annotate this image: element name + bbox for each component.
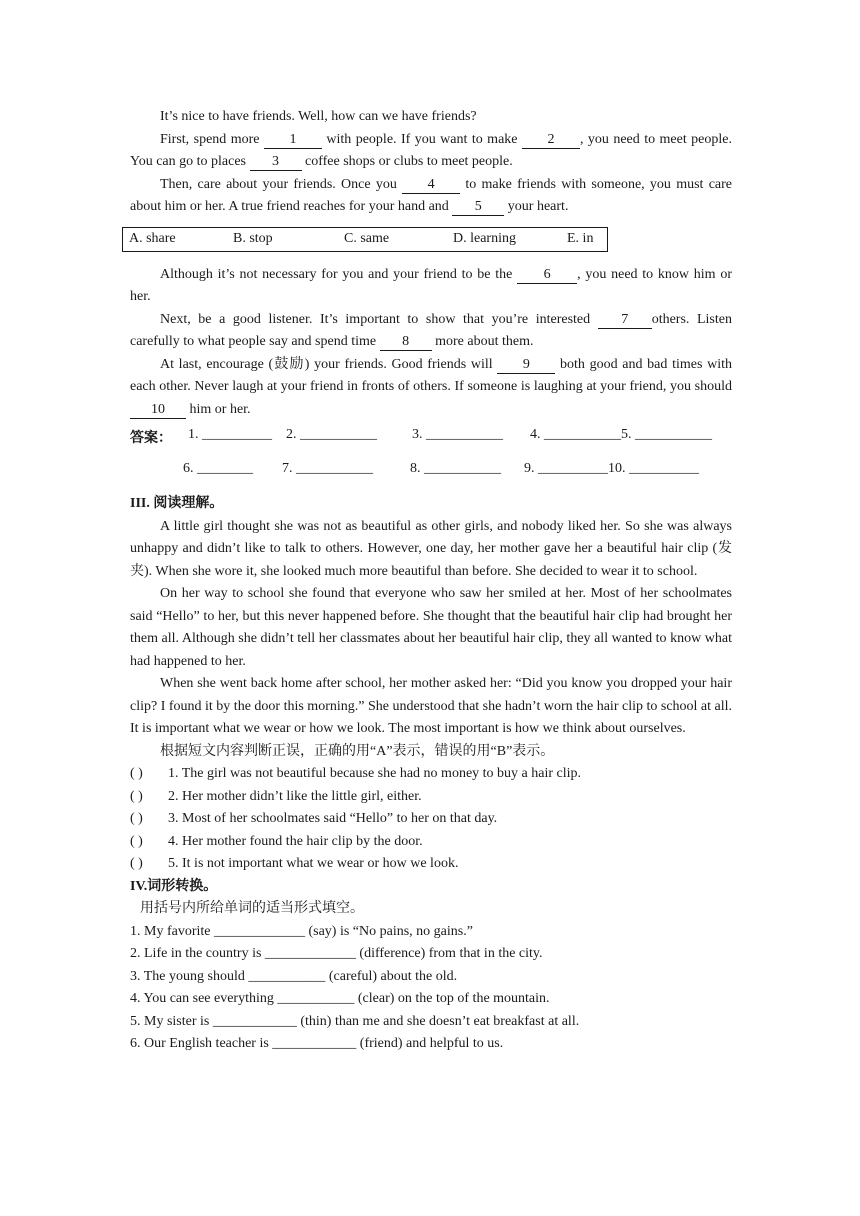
- answer-slot-3[interactable]: 3. ___________: [412, 427, 503, 442]
- cloze-blank-3: 3: [250, 154, 302, 171]
- worksheet-content: [130, 106, 732, 1056]
- cloze-blank-10: 10: [130, 402, 186, 419]
- cloze-paragraph-6: At last, encourage (鼓励) your friends. Good friends will 9 both good and bad times with each other. Never laugh at your friend in fronts of others. If someone is laughing at your friend, you should 10 him or her.: [130, 356, 732, 417]
- reading-paragraph-1: A little girl thought she was not as beautiful as other girls, and nobody liked her. So she was always unhappy and didn’t like to talk to others. However, one day, her mother gave her a beautiful hair clip (发夹). When she wore it, she looked much more beautiful than before. She decided to wear it to school.: [130, 518, 732, 579]
- answer-slot-2[interactable]: 2. ___________: [286, 427, 377, 442]
- cloze-blank-2: 2: [522, 132, 580, 149]
- wordform-blank[interactable]: ___________: [248, 968, 326, 984]
- answer-slot-7[interactable]: 7. ___________: [282, 461, 373, 476]
- answer-slot-6[interactable]: 6. ________: [183, 461, 253, 476]
- tf-answer-paren[interactable]: ( ): [130, 811, 143, 826]
- reading-paragraph-2: On her way to school she found that everyone who saw her smiled at her. Most of her schoolmates said “Hello” to her, but this never happened before. She thought that the beautiful hair clip had brought her them all. Although she didn’t tell her classmates about her beautiful hair clip, they all wanted to know what had happened to her.: [130, 586, 732, 669]
- tf-item-5: ( ) 5. It is not important what we wear or how we look.: [130, 853, 732, 876]
- option-a: A. share: [129, 230, 176, 246]
- cloze-blank-5: 5: [452, 199, 504, 216]
- wordform-instruction: 用括号内所给单词的适当形式填空。: [140, 901, 364, 916]
- tf-item-2: ( ) 2. Her mother didn’t like the little girl, either.: [130, 786, 732, 809]
- cloze-blank-7: 7: [598, 312, 652, 329]
- wordform-item-5: 5. My sister is ____________ (thin) than me and she doesn’t eat breakfast at all.: [130, 1013, 580, 1029]
- tf-item-3: ( ) 3. Most of her schoolmates said “Hello” to her on that day.: [130, 808, 732, 831]
- cloze-blank-4: 4: [402, 177, 460, 194]
- wordform-item-2: 2. Life in the country is _____________ (difference) from that in the city.: [130, 946, 543, 961]
- cloze-paragraph-1: It’s nice to have friends. Well, how can we have friends?: [160, 109, 477, 124]
- answer-row-2: [130, 455, 732, 489]
- cloze-blank-9: 9: [497, 357, 555, 374]
- wordform-blank[interactable]: ___________: [277, 991, 355, 1006]
- tf-answer-paren[interactable]: ( ): [130, 788, 143, 804]
- wordform-item-1: 1. My favorite _____________ (say) is “No pains, no gains.”: [130, 923, 473, 939]
- wordform-item-3: 3. The young should ___________ (careful) about the old.: [130, 968, 458, 984]
- cloze-blank-6: 6: [517, 267, 577, 284]
- answer-label: 答案：: [130, 431, 172, 446]
- option-d: D. learning: [453, 230, 516, 246]
- section-heading-wordform: IV.词形转换。: [130, 878, 218, 894]
- wordform-item-4: 4. You can see everything ___________ (clear) on the top of the mountain.: [130, 991, 550, 1006]
- answer-slot-4-5[interactable]: 4. ___________5. ___________: [530, 427, 712, 442]
- cloze-blank-1: 1: [264, 132, 322, 149]
- option-c: C. same: [344, 230, 390, 246]
- reading-instruction: 根据短文内容判断正误，正确的用“A”表示，错误的用“B”表示。: [160, 743, 555, 759]
- options-box: [122, 227, 608, 252]
- option-e: E. in: [567, 230, 594, 246]
- section-heading-reading: III. 阅读理解。: [130, 496, 224, 511]
- answer-slot-9-10[interactable]: 9. __________10. __________: [524, 461, 699, 476]
- cloze-blank-8: 8: [380, 334, 432, 351]
- cloze-paragraph-5: Next, be a good listener. It’s important to show that you’re interested 7 others. Listen carefully to what people say and spend time 8 more about them.: [130, 311, 732, 349]
- option-b: B. stop: [233, 230, 273, 246]
- wordform-blank[interactable]: ____________: [272, 1036, 357, 1051]
- answer-slot-1[interactable]: 1. __________: [188, 427, 272, 442]
- reading-paragraph-3: When she went back home after school, her mother asked her: “Did you know you dropped your hair clip? I found it by the door this morning.” She understood that she hadn’t worn the hair clip to school at all. It is important what we wear or how we look. The most important is how we think about ourselves.: [130, 676, 733, 736]
- wordform-blank[interactable]: ____________: [212, 1013, 297, 1029]
- cloze-paragraph-2: First, spend more 1 with people. If you want to make 2 , you need to meet people. You can go to places 3 coffee shops or clubs to meet people.: [130, 131, 732, 169]
- answer-row-1: [130, 421, 732, 455]
- cloze-paragraph-4: Although it’s not necessary for you and your friend to be the 6 , you need to know him or her.: [130, 266, 732, 304]
- tf-item-1: ( ) 1. The girl was not beautiful because she had no money to buy a hair clip.: [130, 763, 732, 786]
- tf-item-4: ( ) 4. Her mother found the hair clip by the door.: [130, 831, 732, 854]
- wordform-item-6: 6. Our English teacher is ____________ (friend) and helpful to us.: [130, 1036, 504, 1051]
- answer-slot-8[interactable]: 8. ___________: [410, 461, 501, 476]
- tf-answer-paren[interactable]: ( ): [130, 766, 143, 781]
- tf-answer-paren[interactable]: ( ): [130, 833, 143, 849]
- tf-answer-paren[interactable]: ( ): [130, 856, 143, 871]
- wordform-blank[interactable]: _____________: [213, 923, 305, 939]
- cloze-paragraph-3: Then, care about your friends. Once you 4 to make friends with someone, you must care about him or her. A true friend reaches for your hand and 5 your heart.: [130, 176, 732, 214]
- wordform-blank[interactable]: _____________: [264, 946, 356, 961]
